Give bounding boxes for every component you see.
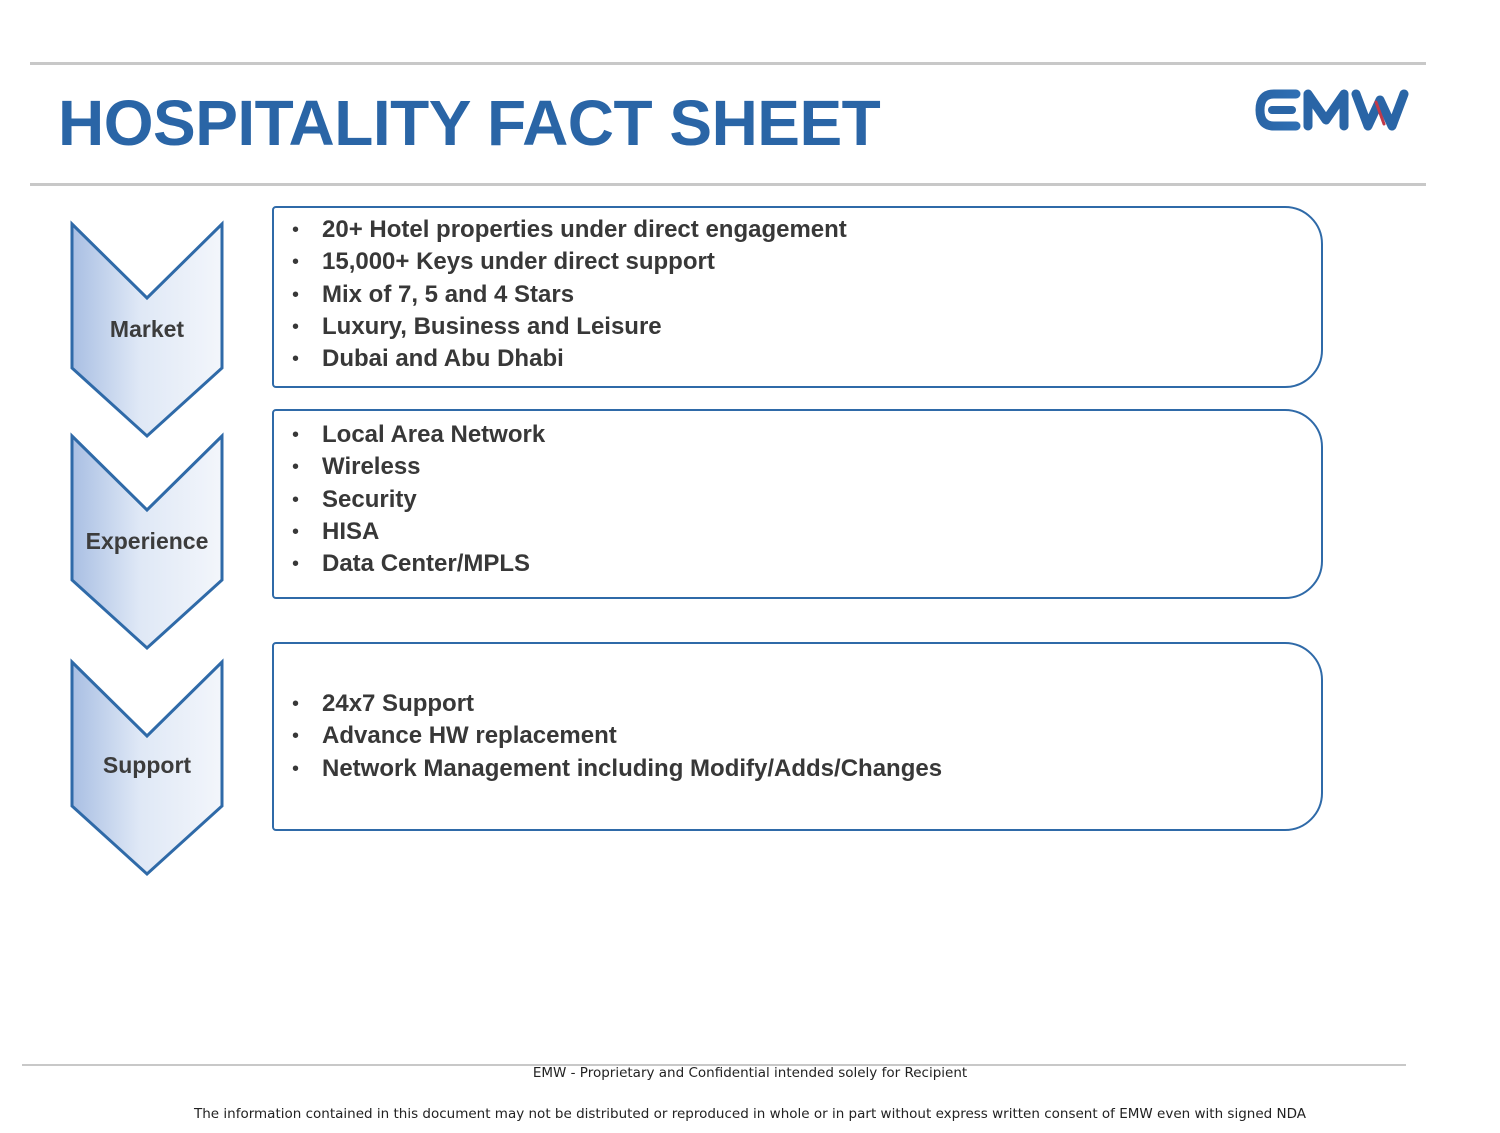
list-item: • Security xyxy=(292,484,545,516)
section-label-experience: Experience xyxy=(85,528,209,554)
list-item: • HISA xyxy=(292,516,545,548)
section-box-experience xyxy=(272,409,1323,599)
top-divider xyxy=(30,62,1426,65)
header-divider xyxy=(30,183,1426,186)
section-box-market xyxy=(272,206,1323,388)
page-title: HOSPITALITY FACT SHEET xyxy=(58,87,881,159)
list-item: • Data Center/MPLS xyxy=(292,548,545,580)
list-item: • Local Area Network xyxy=(292,419,545,451)
list-item: • Wireless xyxy=(292,451,545,483)
distribution-disclaimer: The information contained in this document may not be distributed or reproduced in whole or in part without express written consent of EMW even with signed NDA xyxy=(193,1106,1306,1122)
chevron-support xyxy=(68,656,226,878)
support-list xyxy=(292,688,942,785)
list-item: • 24x7 Support xyxy=(292,688,942,720)
logo-text: EMW xyxy=(1252,80,1255,81)
section-label-support: Support xyxy=(102,752,192,778)
list-item: • Dubai and Abu Dhabi xyxy=(292,343,847,375)
emw-logo xyxy=(1252,80,1428,140)
list-item: • Mix of 7, 5 and 4 Stars xyxy=(292,279,847,311)
section-box-support xyxy=(272,642,1323,831)
confidential-notice: EMW - Proprietary and Confidential intended solely for Recipient xyxy=(532,1065,968,1081)
list-item: • Network Management including Modify/Adds/Changes xyxy=(292,753,942,785)
section-label-market: Market xyxy=(109,316,185,342)
experience-list xyxy=(292,419,545,580)
list-item: • 20+ Hotel properties under direct engagement xyxy=(292,214,847,246)
list-item: • Luxury, Business and Leisure xyxy=(292,311,847,343)
chevron-experience xyxy=(68,430,226,652)
list-item: • 15,000+ Keys under direct support xyxy=(292,246,847,278)
chevron-market xyxy=(68,218,226,440)
market-list xyxy=(292,214,847,375)
list-item: • Advance HW replacement xyxy=(292,720,942,752)
